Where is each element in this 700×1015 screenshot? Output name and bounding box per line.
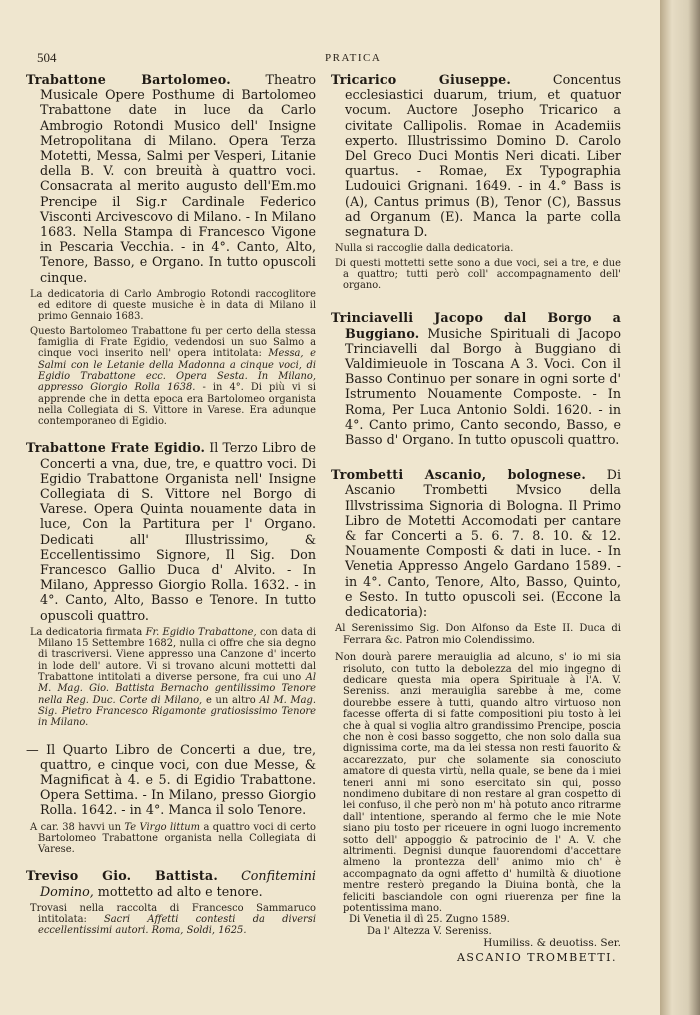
note-italic: Te Virgo littum <box>124 821 201 833</box>
dedication-closing: Da l' Altezza V. Sereniss. <box>367 925 492 937</box>
page-edge <box>660 0 700 1015</box>
note-text: Questo Bartolomeo Trabattone fu per certo della stessa famiglia di Frate Egidio, vedendosi un suo Salmo a cinque voci inserito nell' opera intitolata: <box>30 325 316 360</box>
dedication-addressee: Al Serenissimo Sig. Don Alfonso da Este II. Duca di Ferrara &c. Patron mio Colendissimo. <box>335 623 621 646</box>
entry-trabattone-bartolomeo <box>26 72 316 285</box>
note <box>26 903 316 937</box>
note-text: - in 4°. Di più vi si apprende che in detta epoca era Bartolomeo organista nella Collegiata di S. Vittore in Varese. Era adunque contemporaneo di Egidio. <box>38 382 316 428</box>
note <box>26 627 316 729</box>
entry-text: Musiche Spirituali di Jacopo Trinciavelli dal Borgo à Buggiano di Valdimieuole in Toscana A 3. Voci. Con il Basso Continuo per sonare in ogni sorte d' Istrumento Nouamente Composte. - In Roma, Per Luca Antonio Soldi. 1620. - in 4°. Canto primo, Canto secondo, Basso, e Basso d' Organo. In tutto opuscoli quattro. <box>345 325 621 448</box>
note: Di questi mottetti sette sono a due voci, sei a tre, e due a quattro; tutti però coll' accompagnamento dell' organo. <box>335 257 621 292</box>
note-italic: Fr. Egidio Trabattone, <box>145 626 257 638</box>
running-title: PRATICA <box>325 52 382 64</box>
note <box>26 326 316 428</box>
dedication-body: Non dourà parere merauiglia ad alcuno, s' io mi sia risoluto, con tutto la debolezza del mio ingegno di dedicare questa mia opera Spirituale à l'A. V. Sereniss. anzi merauiglia sarebbe à me, come dourebbe essere à tutti, quando altro virtuoso non facesse offerta di si fatte compositioni piu tosto à lei che à qual si voglia altro grandissimo Prencipe, poscia che non è cosi basso soggetto, che non solo dalla sua dignissima corte, ma da lei stessa non resti fauorito & accarezzato, pur che solamente sia conosciuto amatore di questa virtù, nella quale, se bene da i miei teneri anni mi sono esercitato sin qui, posso nondimeno dubitare di non restare al gran cospetto di lei confuso, il che però non m' hà potuto anco ritrarme dall' intentione, sperando al fermo che le mie Note siano piu tosto per riceuere in ogni luogo incremento sotto dell' appoggio & patrocinio de l' A. V. che altrimenti. Degnisi dunque fauorendomi d'accettare almeno la prontezza dell' animo mio ch' è accompagnato da ogni affetto d' humiltà & diuotione mentre resterò pregando la Diuina bontà, che la feliciti basciandole con ogni riuerenza per fine la potentissima mano. <box>335 652 621 915</box>
signature-name: ASCANIO TROMBETTI. <box>456 951 617 965</box>
note-text: La dedicatoria firmata <box>30 626 146 638</box>
entry-text: Concentus ecclesiastici duarum, trium, et quatuor vocum. Auctore Josepho Tricarico a civitate Callipolis. Romae in Academiis experto. Illustrissimo Domino D. Carolo Del Greco Duci Montis Neri dicati. Liber quartus. - Romae, Ex Typographia Ludouici Grignani. 1649. - in 4.° Bass is (A), Cantus primus (B), Tenor (C), Bassus ad Organum (E). Manca la parte colla segnatura D. <box>345 72 621 240</box>
entry-text: Di Ascanio Trombetti Mvsico della Illvstrissima Signoria di Bologna. Il Primo Libro de Motetti Accomodati per cantare & far Concerti a 5. 6. 7. 8. 10. & 12. Nouamente Composti & dati in luce. - In Venetia Appresso Angelo Gardano 1589. - in 4°. Canto, Tenore, Alto, Basso, Quinto, e Sesto. In tutto opuscoli sei. (Eccone la dedicatoria): <box>345 467 621 620</box>
note-text: A car. 38 havvi un <box>30 821 125 833</box>
note-text: Trovasi nella raccolta di Francesco Sammaruco intitolata: <box>30 902 316 926</box>
entry-heading: Trabattone Bartolomeo. <box>26 72 231 87</box>
entry-trabattone-quarto-libro: — Il Quarto Libro de Concerti a due, tre, quattro, e cinque voci, con due Messe, & Magnificat à 4. e 5. di Egidio Trabattone. Opera Settima. - In Milano, presso Giorgio Rolla. 1642. - in 4°. Manca il solo Tenore. <box>26 741 316 818</box>
entry-title-italic: Confitemini Domino, <box>40 868 316 899</box>
entry-text: Il Terzo Libro de Concerti a vna, due, tre, e quattro voci. Di Egidio Trabattone Organista nell' Insigne Collegiata di S. Vittore nel Borgo di Varese. Opera Quinta nouamente data in luce, Con la Partitura per l' Organo. Dedicati all' Illustrissimo, & Eccellentissimo Signore, Il Sig. Don Francesco Gallio Duca d' Alvito. - In Milano, Appresso Giorgio Rolla. 1632. - in 4°. Canto, Alto, Basso e Tenore. In tutto opuscoli quattro. <box>40 440 316 623</box>
note: La dedicatoria di Carlo Ambrogio Rotondi raccoglitore ed editore di queste musiche è in data di Milano il primo Gennaio 1683. <box>30 288 316 323</box>
entry-heading: Trombetti Ascanio, bolognese. <box>331 467 586 483</box>
entry-heading: Trinciavelli Jacopo dal Borgo a Buggiano. <box>331 310 621 341</box>
left-column <box>26 72 316 940</box>
note <box>26 822 316 856</box>
note-italic: Al M. Mag. Gio. Battista Bernacho gentilissimo Tenore nella Reg. Duc. Corte di Milano, <box>38 672 316 706</box>
entry-trombetti <box>331 467 621 619</box>
entry-tricarico <box>331 72 621 239</box>
note-text: a quattro voci di certo Bartolomeo Trabattone organista nella Collegiata di Varese. <box>38 821 316 856</box>
page-number: 504 <box>37 50 57 65</box>
note-italic: Sacri Affetti contesti da diversi eccellentissimi autori. Roma, Soldi, 1625. <box>38 914 316 937</box>
note: Nulla si raccoglie dalla dedicatoria. <box>335 243 514 255</box>
dedication-date: Di Venetia il dì 25. Zugno 1589. <box>349 914 510 926</box>
entry-heading: Trabattone Frate Egidio. <box>26 440 206 456</box>
note-text: e un altro <box>202 694 260 706</box>
note-italic: Messa, e Salmi con le Letanie della Madonna a cinque voci, di Egidio Trabattone ecc. Opera Sesta. In Milano, appresso Giorgio Rolla 1638. <box>38 348 316 394</box>
entry-text: Theatro Musicale Opere Posthume di Bartolomeo Trabattone date in luce da Carlo Ambrogio Rotondi Musico dell' Insigne Metropolitana di Milano. Opera Terza Motetti, Messa, Salmi per Vesperi, Litanie della B. V. con breuità à quattro voci. Consacrata al merito augusto dell'Em.mo Prencipe il Sig.r Cardinale Federico Visconti Arcivescovo di Milano. - In Milano 1683. Nella Stampa di Francesco Vigone in Pescaria Vecchia. - in 4°. Canto, Alto, Tenore, Basso, e Organo. In tutto opuscoli cinque. <box>40 72 316 285</box>
signature-line: Humiliss. & deuotiss. Ser. <box>483 937 621 950</box>
entry-trinciavelli <box>331 310 621 447</box>
entry-trabattone-egidio <box>26 440 316 622</box>
note-text: con data di Milano 15 Settembre 1682, nulla ci offre che sia degno di trascriversi. Viene appresso una Canzone d' incerto in lode dell' autore. Vi si trovano alcuni mottetti dal Trabattone intitolati a diverse persone, fra cui uno <box>38 626 316 684</box>
entry-treviso <box>26 868 316 898</box>
entry-heading: Treviso Gio. Battista. <box>26 868 218 884</box>
entry-heading: Tricarico Giuseppe. <box>331 72 512 87</box>
note-italic: Al M. Mag. Sig. Pietro Francesco Rigamonte gratiosissimo Tenore in Milano. <box>38 694 317 729</box>
right-column <box>331 72 621 964</box>
entry-text: mottetto ad alto e tenore. <box>93 883 263 899</box>
